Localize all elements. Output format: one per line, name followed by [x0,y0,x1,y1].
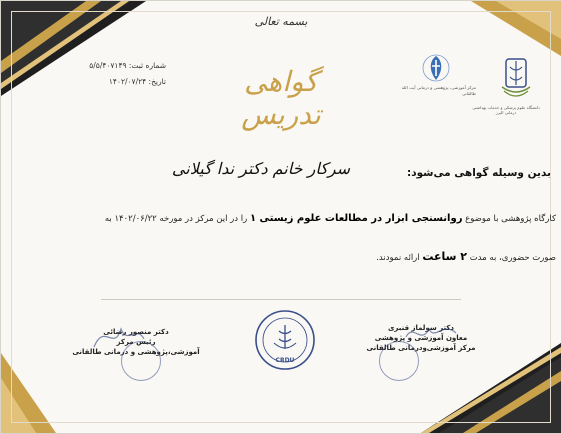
signer-role-left: رئیس مرکز [116,338,156,346]
registration-number-value: ۵/۵/۴۰۷۱۴۹ [89,61,127,70]
body-line-2 [21,250,556,265]
university-logo-caption: دانشگاه علوم پزشکی و خدمات بهداشتی درمانی البرز [472,105,540,115]
body-text-part-4: ارائه نمودند. [376,253,420,263]
signer-name-right: دکتر سولماز قنبری [387,324,455,332]
body-text-part-3: صورت حضوری، به مدت [469,253,556,263]
signer-org-right: مرکز آموزشی‌ودرمانی طالقانی [366,344,476,352]
issue-date-value: ۱۴۰۲/۰۷/۲۴ [108,77,147,86]
recipient-name: سرکار خانم دکتر ندا گیلانی [171,159,351,178]
registration-number-label: شماره ثبت: [128,61,166,70]
university-logo-icon [496,51,536,106]
registration-number [21,61,166,70]
body-text-part-2: را در این مرکز در مورخه ۱۴۰۲/۰۶/۲۲ به [104,214,248,224]
certificate-title: گواهی تدریس [241,65,321,131]
issue-date-label: تاریخ: [148,77,166,86]
stamp-right-icon [379,341,419,381]
basmala: بسمه تعالی [254,15,308,28]
issue-date [21,77,166,86]
duration-hours: ۲ ساعت [422,250,468,263]
workshop-topic: روانسنجی ابزار در مطالعات علوم زیستی ۱ [249,213,463,224]
signer-name-left: دکتر منصور رضائی [103,328,169,336]
seal-text: CRDU [275,357,295,364]
certificate-heading: بدین وسیله گواهی می‌شود: [407,167,551,179]
signer-org-left: آموزشی،پژوهشی و درمانی طالقانی [72,348,200,356]
body-text-part-1: کارگاه پژوهشی با موضوع [465,214,556,224]
signer-role-right: معاون آموزشی و پژوهشی [374,334,468,342]
divider-line [101,299,461,300]
medical-center-logo-icon [421,53,451,83]
body-line-1 [21,212,556,226]
stamp-left-icon [121,341,161,381]
medical-center-logo-caption: مرکز آموزشی، پژوهشی و درمانی آیت الله طالقانی [401,85,476,96]
